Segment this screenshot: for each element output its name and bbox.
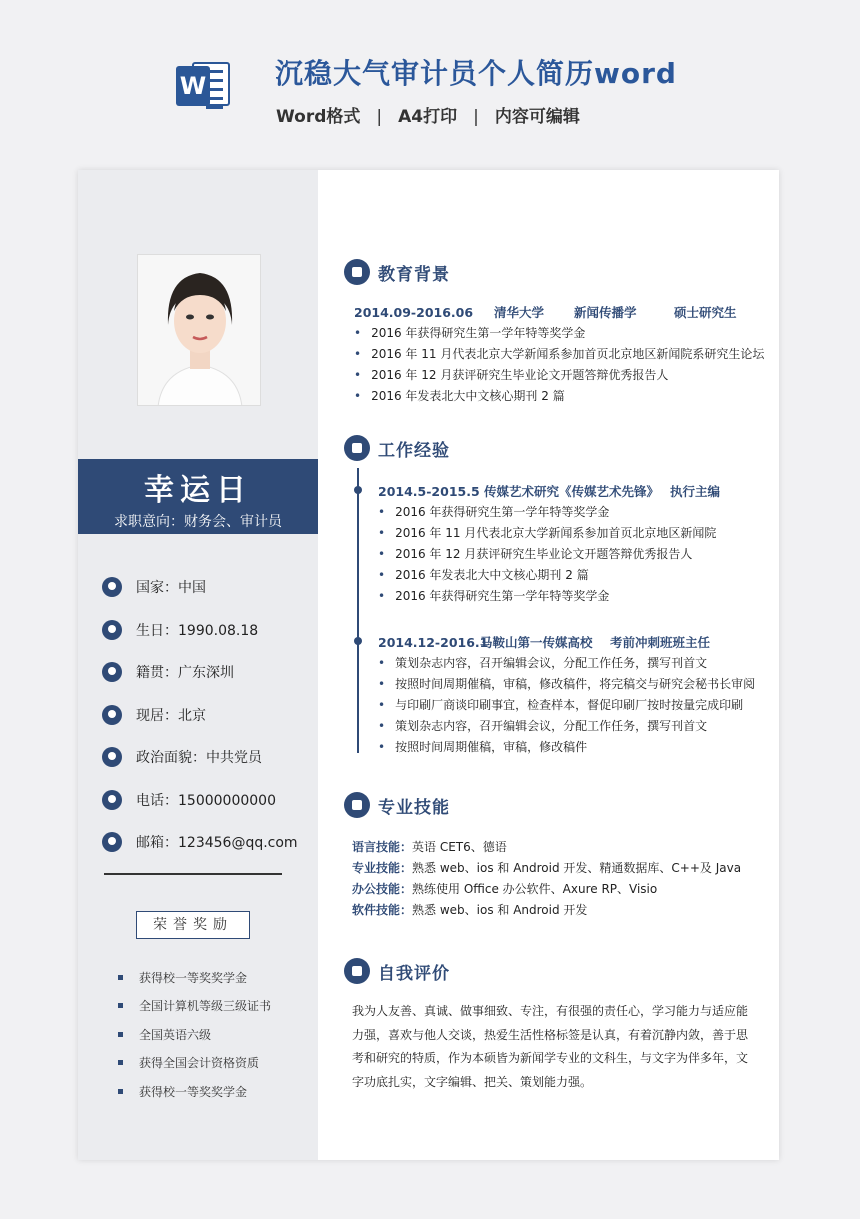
honor-item: 全国英语六级 <box>118 1020 271 1049</box>
work-heading: 工作经验 <box>344 435 450 461</box>
briefcase-icon <box>344 435 370 461</box>
skill-item: 专业技能： 熟悉 web、ios 和 Android 开发、精通数据库、C++及 Java <box>352 861 742 875</box>
phone-icon <box>102 790 122 810</box>
job-2-heading: 2014.12-2016.1马鞍山第一传媒高校 考前冲刺班班主任 <box>378 635 711 650</box>
job-2-list <box>378 652 755 757</box>
list-item: • 按照时间周期催稿，审稿，修改稿件 <box>378 736 755 757</box>
document-title: 沉稳大气审计员个人简历word <box>275 57 677 90</box>
list-item: • 2016 年 11 月代表北京大学新闻系参加首页北京地区新闻院 <box>378 522 716 543</box>
info-residence: 现居：北京 <box>102 694 312 737</box>
skill-item: 语言技能： 英语 CET6、德语 <box>352 840 507 854</box>
timeline-dot <box>354 486 362 494</box>
list-item: • 2016 年获得研究生第一学年特等奖学金 <box>378 585 716 606</box>
info-phone: 电话：15000000000 <box>102 779 312 822</box>
honor-title: 荣誉奖励 <box>136 911 250 939</box>
self-eval-text: 我为人友善、真诚、做事细致、专注，有很强的责任心，学习能力与适应能力强，喜欢与他人交谈，热爱生活性格标签是认真，有着沉静内敛，善于思考和研究的特质，作为本硕皆为新闻学专业的文科生，与文字为伴多年，文字功底扎实，文字编辑、把关、策划能力强。 <box>352 1004 749 1089</box>
person-icon <box>344 792 370 818</box>
graduation-cap-icon <box>344 259 370 285</box>
job-1-list <box>378 501 716 606</box>
calendar-icon <box>102 620 122 640</box>
page-header <box>0 0 860 170</box>
honor-item: 全国计算机等级三级证书 <box>118 992 271 1021</box>
user-icon <box>102 577 122 597</box>
location-icon <box>102 705 122 725</box>
info-birthday: 生日：1990.08.18 <box>102 609 312 652</box>
skill-item: 办公技能： 熟练使用 Office 办公软件、Axure RP、Visio <box>352 882 658 896</box>
sidebar-divider <box>104 873 282 875</box>
self-eval-heading: 自我评价 <box>344 958 450 984</box>
badge-icon <box>102 747 122 767</box>
honor-list <box>118 963 271 1106</box>
candidate-name: 幸运日 <box>144 473 252 508</box>
document-subtitle: Word格式 | A4打印 | 内容可编辑 <box>276 107 580 127</box>
paper-plane-icon <box>344 958 370 984</box>
education-summary: 2014.09-2016.06 清华大学 新闻传播学 硕士研究生 <box>354 305 737 320</box>
info-country: 国家：中国 <box>102 566 312 609</box>
list-item: • 与印刷厂商谈印刷事宜，检查样本，督促印刷厂按时按量完成印刷 <box>378 694 755 715</box>
home-icon <box>102 662 122 682</box>
list-item: • 策划杂志内容，召开编辑会议，分配工作任务，撰写刊首文 <box>378 715 755 736</box>
list-item: • 按照时间周期催稿，审稿，修改稿件，将完稿交与研究会秘书长审阅 <box>378 673 755 694</box>
list-item: • 2016 年获得研究生第一学年特等奖学金 <box>354 322 764 343</box>
education-heading: 教育背景 <box>344 259 450 285</box>
list-item: • 2016 年 12 月获评研究生毕业论文开题答辩优秀报告人 <box>378 543 716 564</box>
education-list <box>354 322 764 406</box>
profile-photo <box>137 254 261 406</box>
list-item: • 2016 年 12 月获评研究生毕业论文开题答辩优秀报告人 <box>354 364 764 385</box>
timeline-dot <box>354 637 362 645</box>
info-email: 邮箱：123456@qq.com <box>102 821 312 864</box>
list-item: • 2016 年发表北大中文核心期刊 2 篇 <box>354 385 764 406</box>
honor-item: 获得校一等奖奖学金 <box>118 1077 271 1106</box>
list-item: • 2016 年发表北大中文核心期刊 2 篇 <box>378 564 716 585</box>
mail-icon <box>102 832 122 852</box>
resume-card <box>78 170 779 1160</box>
name-banner <box>78 459 318 534</box>
word-logo-icon: W <box>176 58 232 110</box>
info-political: 政治面貌：中共党员 <box>102 736 312 779</box>
personal-info-list <box>102 566 312 864</box>
skills-heading: 专业技能 <box>344 792 450 818</box>
skills-list <box>352 836 741 920</box>
honor-item: 获得校一等奖奖学金 <box>118 963 271 992</box>
info-hometown: 籍贯：广东深圳 <box>102 651 312 694</box>
list-item: • 2016 年获得研究生第一学年特等奖学金 <box>378 501 716 522</box>
skill-item: 软件技能： 熟悉 web、ios 和 Android 开发 <box>352 903 588 917</box>
job-intent: 求职意向：财务会、审计员 <box>114 514 282 530</box>
honor-item: 获得全国会计资格资质 <box>118 1049 271 1078</box>
list-item: • 2016 年 11 月代表北京大学新闻系参加首页北京地区新闻院系研究生论坛 <box>354 343 764 364</box>
job-1-heading: 2014.5-2015.5 传媒艺术研究《传媒艺术先锋》 执行主编 <box>378 484 721 499</box>
work-timeline <box>357 468 359 753</box>
list-item: • 策划杂志内容，召开编辑会议，分配工作任务，撰写刊首文 <box>378 652 755 673</box>
resume-sidebar <box>78 170 318 1160</box>
